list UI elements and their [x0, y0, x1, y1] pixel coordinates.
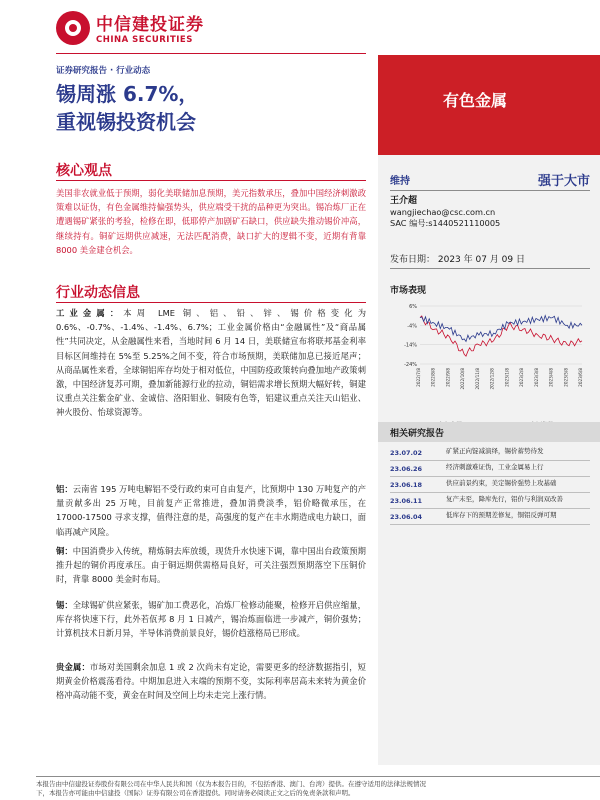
- brand-header: [56, 10, 204, 45]
- para-label: 铝：: [56, 484, 73, 494]
- related-date: 23.06.26: [390, 465, 423, 473]
- x-tick-label: 2023/4/8: [548, 368, 554, 387]
- list-item[interactable]: [390, 493, 590, 509]
- publish-date: 发布日期： 2023 年 07 月 09 日: [390, 255, 525, 265]
- x-tick-label: 2023/6/8: [578, 368, 583, 387]
- industry-heading: 行业动态信息: [56, 285, 140, 301]
- related-reports-title: 相关研究报告: [390, 429, 445, 439]
- header-divider: [56, 53, 366, 54]
- market-performance-title: 市场表现: [390, 286, 427, 296]
- x-tick-label: 2022/7/8: [416, 368, 421, 387]
- x-tick-label: 2022/9/8: [445, 368, 451, 387]
- footer-divider: [36, 776, 600, 777]
- para-label: 贵金属：: [56, 662, 90, 672]
- industry-divider: [56, 302, 366, 303]
- related-date: 23.06.11: [390, 497, 423, 505]
- brand-logo-icon: [56, 11, 90, 45]
- para-text: 云南省 195 万吨电解铝不受行政约束可自由复产，比预期中 130 万吨复产的产量贡献多出 25 万吨，目前复产正常推进，叠加消费淡季，铝价略微承压，在 17000-17500 寻求支撑，值得注意的是，高强度的复产在丰水期造成电力缺口，面临再减产风险。: [56, 484, 366, 537]
- y-tick-label: -4%: [407, 323, 417, 330]
- brand-name-cn: 中信建投证券: [96, 15, 204, 35]
- y-tick-label: 6%: [409, 304, 417, 310]
- rating-value: 强于大市: [537, 174, 590, 189]
- market-performance-chart: [390, 298, 590, 410]
- rating-divider: [390, 190, 590, 191]
- list-item[interactable]: [390, 445, 590, 461]
- report-title-line2: 重视锡投资机会: [56, 110, 196, 134]
- related-title: 低库存下的预期差修复，铜铝反弹可期: [446, 511, 557, 519]
- related-date: 23.06.18: [390, 481, 423, 489]
- disclaimer-footer: [36, 780, 600, 798]
- para-precious-metals: [56, 660, 366, 703]
- footer-line2: 下，本报告亦可能由中信建投（国际）证券有限公司在香港提供。同时请务必阅读正文之后的免责条款和声明。: [36, 789, 355, 797]
- list-item[interactable]: [390, 461, 590, 477]
- x-tick-label: 2023/2/8: [519, 368, 525, 387]
- series-line-sector: [420, 316, 582, 356]
- para-copper: [56, 544, 366, 587]
- analyst-block: [390, 196, 500, 229]
- core-view-heading: 核心观点: [56, 163, 112, 179]
- para-tin: [56, 598, 366, 641]
- para-text: 中国消费步入传统，精炼铜去库放缓，现货升水快速下调，靠中国出台政策预期推升起的铜价再度承压。由于铜远期供需格局良好，可关注强烈预期落空下压铜价时，背靠 8000 美金时布局。: [56, 546, 366, 585]
- analyst-name: 王介超: [390, 196, 418, 206]
- publish-divider: [390, 268, 590, 269]
- y-tick-label: -24%: [404, 362, 417, 368]
- x-tick-label: 2023/1/8: [504, 368, 510, 387]
- x-tick-label: 2022/11/8: [474, 368, 480, 390]
- related-title: 经济刺激难证伪，工业金属易上行: [446, 463, 544, 471]
- x-tick-label: 2022/12/8: [489, 368, 495, 390]
- related-date: 23.06.04: [390, 513, 423, 521]
- related-title: 矿紧正向锭减演绎，锡价蓄势待发: [446, 447, 544, 455]
- rating-row: [390, 172, 590, 188]
- brand-name-en: CHINA SECURITIES: [96, 35, 193, 45]
- x-tick-label: 2022/10/8: [460, 368, 466, 390]
- footer-line1: 本报告由中信建投证券股份有限公司在中华人民共和国（仅为本报告目的，不包括香港、澳门、台湾）提供。在遵守适用的法律法规情况: [36, 780, 426, 788]
- list-item[interactable]: [390, 477, 590, 493]
- x-tick-label: 2023/3/8: [533, 368, 539, 387]
- analyst-sac: SAC 编号:s1440521110005: [390, 218, 501, 228]
- report-title-line1: 锡周涨 6.7%，: [56, 82, 199, 106]
- x-tick-label: 2022/8/8: [430, 368, 436, 387]
- core-view-divider: [56, 180, 366, 181]
- related-date: 23.07.02: [390, 449, 423, 457]
- para-aluminum: [56, 482, 366, 539]
- para-industrial-metals: [56, 306, 366, 420]
- x-tick-label: 2023/5/8: [563, 368, 569, 387]
- report-tag: 证券研究报告 · 行业动态: [56, 66, 151, 76]
- list-item[interactable]: [390, 509, 590, 525]
- rating-label: 维持: [390, 176, 410, 187]
- para-label: 锡：: [56, 600, 73, 610]
- para-label: 工业金属：: [56, 308, 124, 318]
- para-text: 市场对美国剩余加息 1 或 2 次尚未有定论，需要更多的经济数据指引，短期黄金价格震荡看待。中期加息进入末端的预期不变，实际利率居高未来转为黄金价格冲高动能不变，黄金在时间及空间上均未走完上涨行情。: [56, 662, 366, 701]
- related-title: 复产未至，降库先行，铝价与利润双改善: [446, 495, 563, 503]
- para-text: 本周 LME 铜、铝、铅、锌、锡价格变化为 0.6%、-0.7%、-1.4%、-1.4%、6.7%；工业金属价格由“金融属性”及“商品属性”共同决定，从金融属性来看，当地时间 6 月 14 日，美联储宣布将联邦基金利率目标区间维持在 5%至 5.25%之间不变，符合市场预期，美联储加息已接近尾声；从商品属性来看，全球铜铝库存均处于相对低位，中国防疫政策转向叠加地产政策刺激，中国经济复苏可期，叠加新能源行业的拉动，铜铝需求增长预期大幅好转，铜建议重点关注紫金矿业、金诚信、洛阳钼业、铜陵有色等，铝建议重点关注天山铝业、神火股份、怡球资源等。: [56, 308, 366, 418]
- related-reports-list: [390, 445, 590, 525]
- core-view-text: 美国非农就业低于预期，弱化美联储加息预期，美元指数承压，叠加中国经济刺激政策难以证伪，有色金属维持偏强势头，供应端受干扰的品种更为突出。锡冶炼厂正在遭遇锡矿紧张的考验，检修在即，低耶停产加剧矿石缺口，供应缺失推动锡价冲高，继续持有。铜矿远期供应减速，无法匹配消费，缺口扩大的逻辑不变，近期有背靠 8000 美金建仓机会。: [56, 188, 366, 255]
- para-text: 全球锡矿供应紧张，锡矿加工费恶化，冶炼厂检修动能聚，检修开启供应缩量，库存将快速下行，此外若佤邦 8 月 1 日减产，锡冶炼面临进一步减产，铜价强势；计算机技术日新月异，半导体消费前景良好，锡价趋涨格局已形成。: [56, 600, 366, 639]
- sector-name: 有色金属: [443, 91, 508, 110]
- series-line-index: [420, 316, 582, 342]
- analyst-email[interactable]: wangjiechao@csc.com.cn: [390, 207, 496, 217]
- related-title: 供应前景约束，美定锡价强势上攻基础: [446, 479, 557, 487]
- y-tick-label: -14%: [404, 342, 417, 349]
- para-label: 铜：: [56, 546, 73, 556]
